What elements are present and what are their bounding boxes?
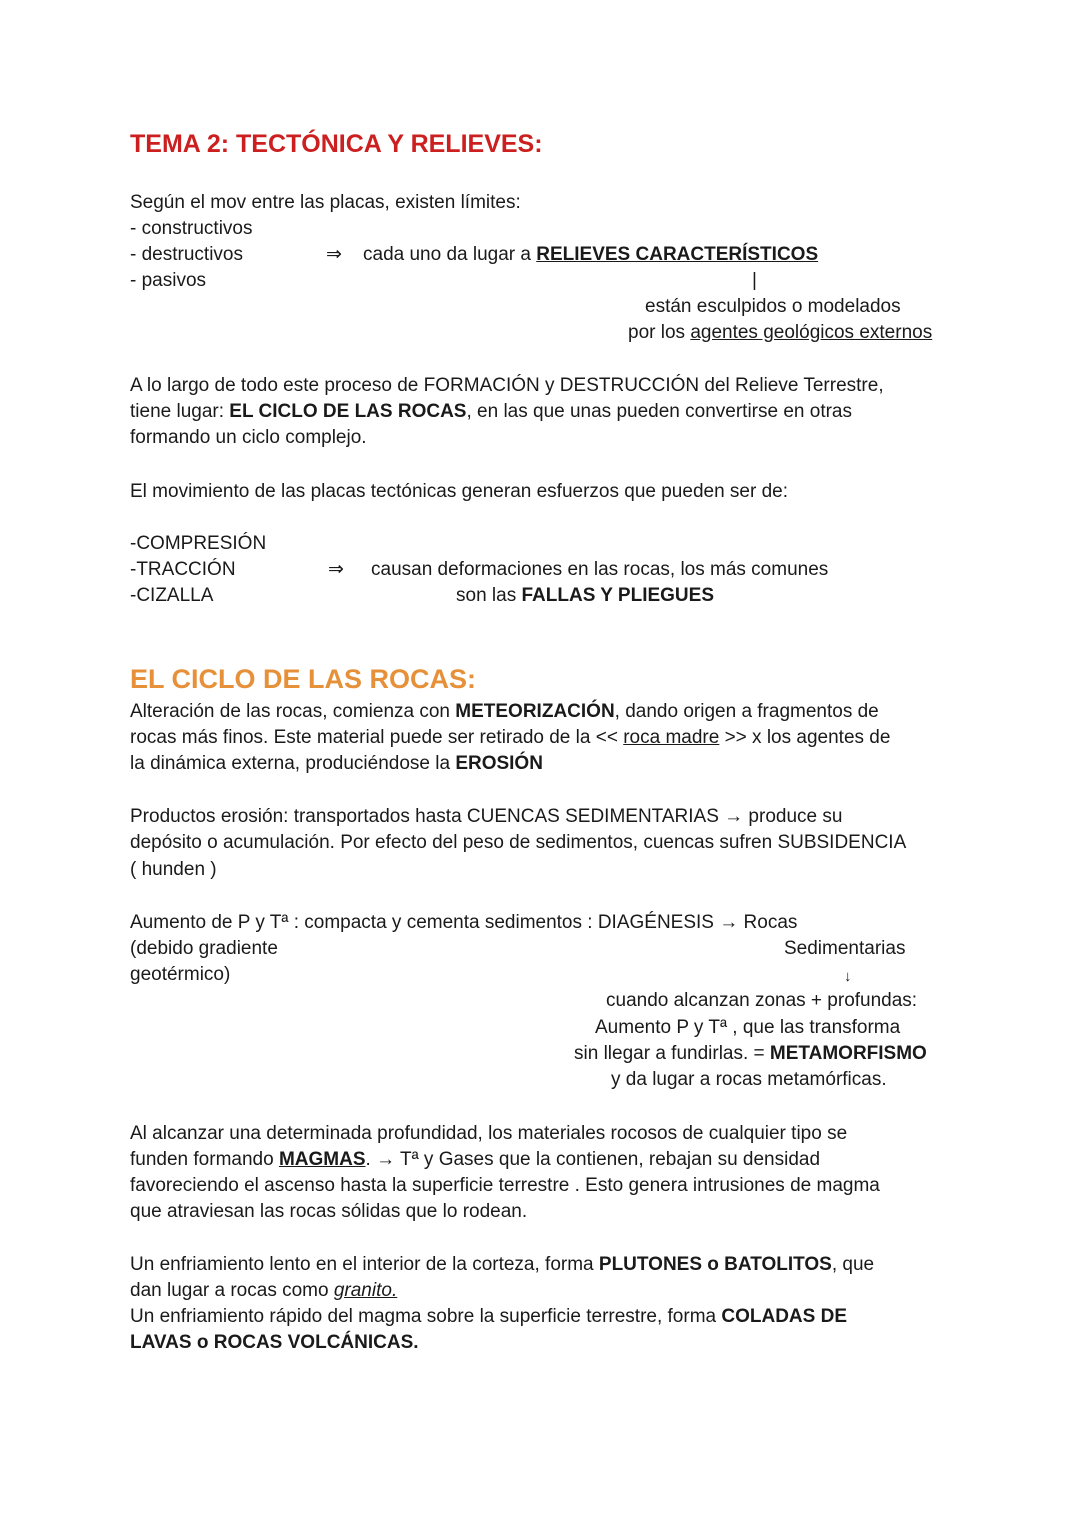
diagenesis-right-2: Sedimentarias (784, 938, 906, 959)
cooling-l1-suffix: , que (831, 1254, 875, 1275)
meteorizacion: METEORIZACIÓN (455, 701, 615, 722)
agentes-externos: agentes geológicos externos (690, 322, 933, 343)
implies-arrow-icon: ⇒ (326, 244, 342, 265)
stress-intro: El movimiento de las placas tectónicas generan esfuerzos que pueden ser de: (130, 481, 789, 502)
weathering-l2-prefix: rocas más finos. Este material puede ser retirado de la << (130, 727, 624, 748)
heading-ciclo-rocas: EL CICLO DE LAS ROCAS: (130, 664, 477, 694)
weathering-line-3 (130, 751, 543, 777)
cycle-intro-prefix: tiene lugar: (130, 401, 230, 422)
limits-intro: Según el mov entre las placas, existen límites: (130, 192, 521, 213)
magma-line-2 (130, 1147, 820, 1173)
cycle-intro-suffix: , en las que unas pueden convertirse en otras (466, 401, 852, 422)
erosion: EROSIÓN (455, 753, 543, 774)
metamorphism-line-3 (574, 1041, 927, 1067)
magma-line-1: Al alcanzar una determinada profundidad, los materiales rocosos de cualquier tipo se (130, 1123, 848, 1144)
stress-item: -TRACCIÓN (130, 559, 236, 580)
weathering-line-2 (130, 725, 890, 751)
stress-result-prefix: son las (456, 585, 522, 606)
magma-line-4: que atraviesan las rocas sólidas que lo rodean. (130, 1201, 528, 1222)
roca-madre: roca madre (623, 727, 720, 748)
magmas: MAGMAS (278, 1149, 366, 1170)
diagenesis-left-2: (debido gradiente (130, 938, 278, 959)
cooling-l1-prefix: Un enfriamiento lento en el interior de la corteza, forma (130, 1254, 599, 1275)
cycle-intro-line-2 (130, 399, 852, 425)
weathering-l1-prefix: Alteración de las rocas, comienza con (130, 701, 456, 722)
lavas-rocas-volcanicas: LAVAS o ROCAS VOLCÁNICAS. (130, 1332, 419, 1353)
sculpted-prefix: por los (628, 322, 691, 343)
limit-item: - pasivos (130, 270, 207, 291)
heading-tema-2: TEMA 2: TECTÓNICA Y RELIEVES: (130, 130, 543, 158)
granito: granito. (333, 1280, 398, 1301)
metamorphism-prefix: sin llegar a fundirlas. = (574, 1043, 770, 1064)
metamorphism-line-1: cuando alcanzan zonas + profundas: (606, 990, 918, 1011)
weathering-line-1 (130, 699, 879, 725)
cooling-l2-prefix: dan lugar a rocas como (130, 1280, 334, 1301)
limit-item: - constructivos (130, 218, 253, 239)
stress-result-line-1: causan deformaciones en las rocas, los más comunes (371, 559, 829, 580)
limits-result-prefix: cada uno da lugar a (363, 244, 537, 265)
weathering-l2-suffix: >> x los agentes de (719, 727, 891, 748)
limit-item: - destructivos (130, 244, 243, 265)
cooling-line-1 (130, 1252, 874, 1278)
magma-line-3: favoreciendo el ascenso hasta la superficie terrestre . Esto genera intrusiones de magma (130, 1175, 880, 1196)
cycle-intro-line-1: A lo largo de todo este proceso de FORMACIÓN y DESTRUCCIÓN del Relieve Terrestre, (130, 375, 884, 396)
relieves-caracteristicos: RELIEVES CARACTERÍSTICOS (536, 244, 819, 265)
erosion-line-3: ( hunden ) (130, 859, 217, 880)
plutones-batolitos: PLUTONES o BATOLITOS (598, 1254, 832, 1275)
erosion-line-1: Productos erosión: transportados hasta CUENCAS SEDIMENTARIAS → produce su (130, 806, 843, 827)
magma-l2-suffix: . → Tª y Gases que la contienen, rebajan su densidad (365, 1149, 821, 1170)
cycle-intro-bold: EL CICLO DE LAS ROCAS (229, 401, 467, 422)
down-arrow-icon: ↓ (844, 968, 852, 985)
sculpted-line-1: están esculpidos o modelados (645, 296, 901, 317)
stress-result-line-2 (456, 583, 714, 609)
sculpted-line-2 (628, 320, 932, 346)
coladas-de: COLADAS DE (721, 1306, 847, 1327)
cycle-intro-line-3: formando un ciclo complejo. (130, 427, 367, 448)
weathering-l1-suffix: , dando origen a fragmentos de (614, 701, 879, 722)
metamorfismo: METAMORFISMO (769, 1043, 927, 1064)
implies-arrow-icon: ⇒ (328, 559, 344, 580)
stress-item: -COMPRESIÓN (130, 533, 267, 554)
cooling-l3-prefix: Un enfriamiento rápido del magma sobre la superficie terrestre, forma (130, 1306, 722, 1327)
cooling-line-4 (130, 1330, 419, 1356)
metamorphism-line-2: Aumento P y Tª , que las transforma (595, 1017, 901, 1038)
magma-l2-prefix: funden formando (130, 1149, 279, 1170)
weathering-l3-prefix: la dinámica externa, produciéndose la (130, 753, 456, 774)
erosion-line-2: depósito o acumulación. Por efecto del peso de sedimentos, cuencas sufren SUBSIDENCIA (130, 832, 907, 853)
diagenesis-left-3: geotérmico) (130, 964, 231, 985)
metamorphism-line-4: y da lugar a rocas metamórficas. (611, 1069, 887, 1090)
limits-result (363, 242, 818, 268)
cooling-line-3 (130, 1304, 847, 1330)
connector-bar: | (752, 270, 757, 291)
fallas-pliegues: FALLAS Y PLIEGUES (521, 585, 714, 606)
cooling-line-2 (130, 1278, 397, 1304)
diagenesis-line-1: Aumento de P y Tª : compacta y cementa sedimentos : DIAGÉNESIS → Rocas (130, 912, 798, 933)
stress-item: -CIZALLA (130, 585, 214, 606)
